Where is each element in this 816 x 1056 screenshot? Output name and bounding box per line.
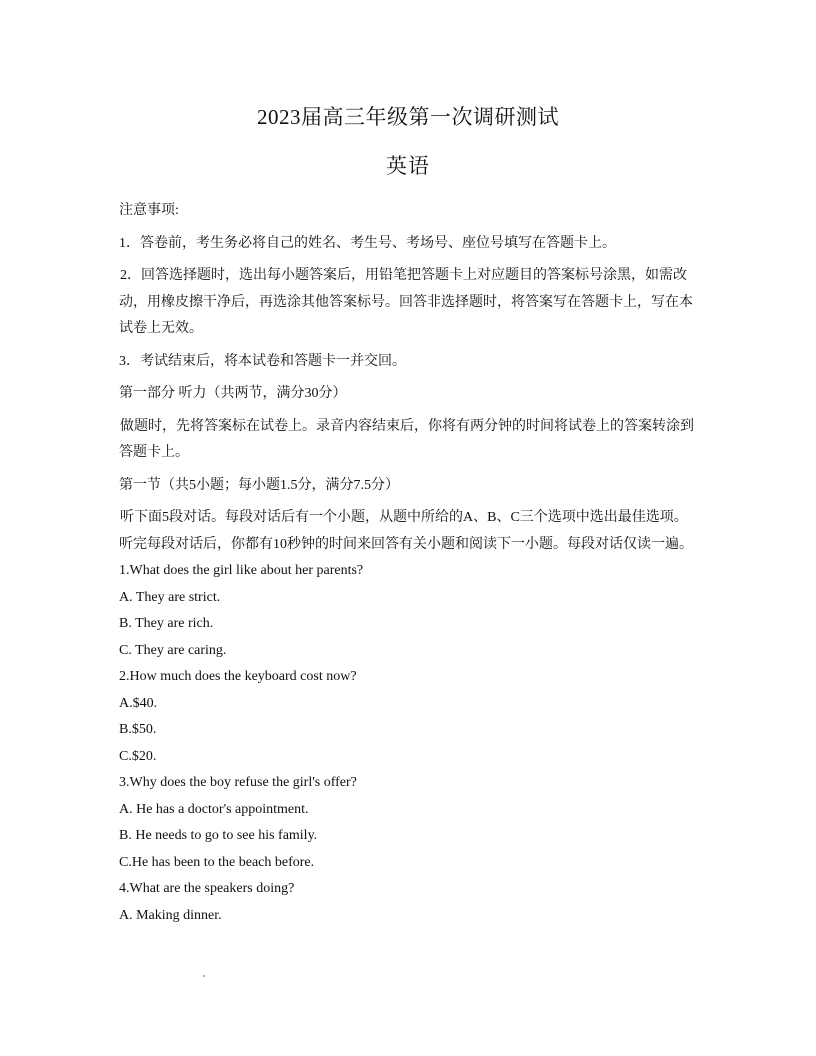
section1-instruction: 听下面5段对话。每段对话后有一个小题，从题中所给的A、B、C三个选项中选出最佳选项。听完每段对话后，你都有10秒钟的时间来回答有关小题和阅读下一小题。每段对话仅读一遍。 <box>119 510 693 552</box>
question-2 <box>119 664 701 770</box>
question-4 <box>119 876 701 929</box>
question-option: C. They are caring. <box>119 642 227 658</box>
question-stem: 1.What does the girl like about her parents? <box>119 563 364 578</box>
section1-heading: 第一节（共5小题；每小题1.5分，满分7.5分） <box>119 477 399 493</box>
question-1 <box>119 558 701 664</box>
question-stem: 4.What are the speakers doing? <box>119 881 295 896</box>
question-option: A.$40. <box>119 695 158 711</box>
question-option: A. Making dinner. <box>119 907 222 923</box>
part1-heading: 第一部分 听力（共两节，满分30分） <box>119 386 347 401</box>
question-stem: 3.Why does the boy refuse the girl's offer? <box>119 775 357 790</box>
question-3 <box>119 770 701 876</box>
question-option: A. He has a doctor's appointment. <box>119 801 309 817</box>
note-item: 1．答卷前，考生务必将自己的姓名、考生号、考场号、座位号填写在答题卡上。 <box>119 235 616 251</box>
question-option: C.He has been to the beach before. <box>119 854 315 870</box>
question-option: C.$20. <box>119 748 157 764</box>
question-option: B. They are rich. <box>119 616 214 631</box>
part1-instruction: 做题时，先将答案标在试卷上。录音内容结束后，你将有两分钟的时间将试卷上的答案转涂到答题卡上。 <box>119 418 694 460</box>
question-option: A. They are strict. <box>119 589 221 605</box>
subject-title: 英语 <box>386 154 430 178</box>
note-item: 3．考试结束后，将本试卷和答题卡一并交回。 <box>119 353 406 369</box>
exam-body <box>119 198 701 929</box>
question-option: B.$50. <box>119 722 157 737</box>
question-option: B. He needs to go to see his family. <box>119 828 318 843</box>
note-item: 2．回答选择题时，选出每小题答案后，用铅笔把答题卡上对应题目的答案标号涂黑，如需改动，用橡皮擦干净后，再选涂其他答案标号。回答非选择题时，将答案写在答题卡上，写在本试卷上无效。 <box>119 268 693 336</box>
exam-title: 2023届高三年级第一次调研测试 <box>257 105 559 129</box>
notes-heading: 注意事项: <box>119 203 179 218</box>
page-mark <box>203 975 205 977</box>
question-stem: 2.How much does the keyboard cost now? <box>119 669 357 684</box>
